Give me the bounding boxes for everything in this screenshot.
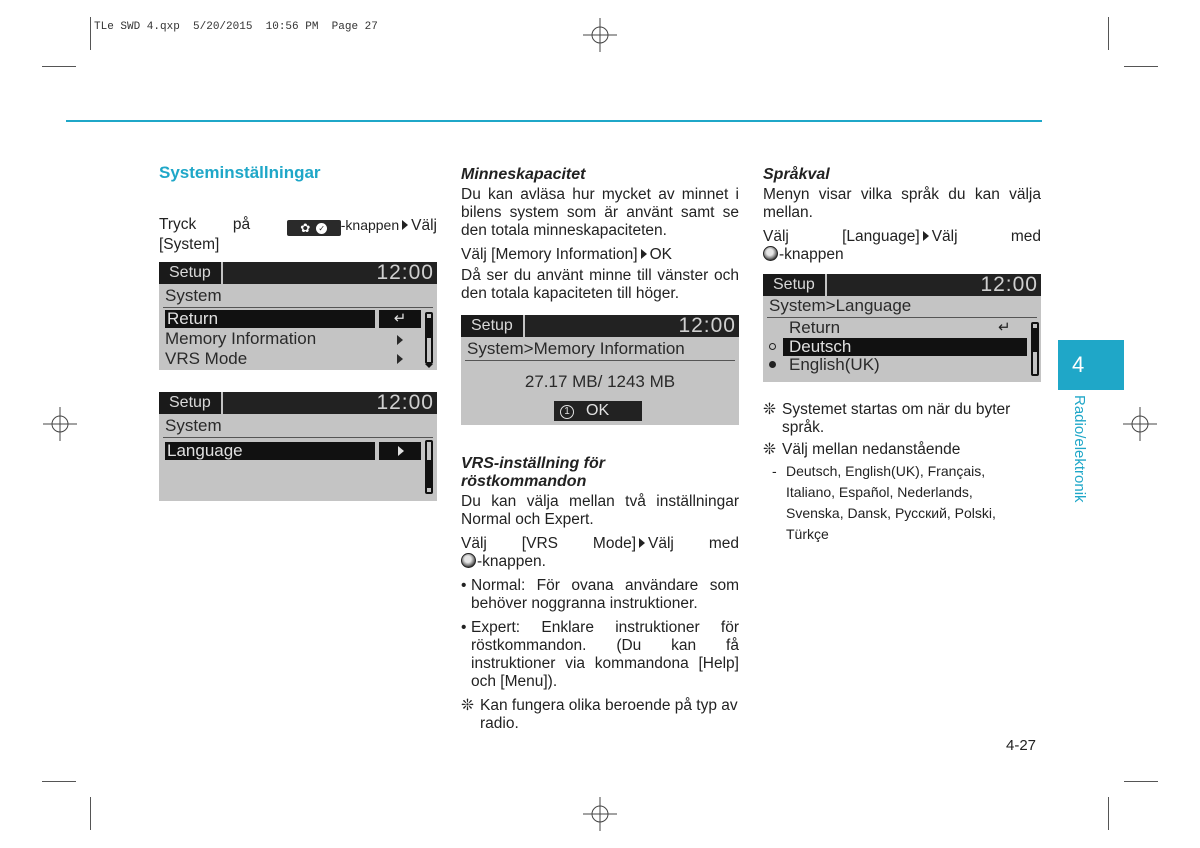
gear-icon: ✿ xyxy=(300,221,311,235)
return-icon: ↵ xyxy=(998,319,1011,336)
lcd-screen-memory-information xyxy=(461,315,739,425)
lcd-path: System xyxy=(165,286,222,305)
note-item: ❊ Kan fungera olika beroende på typ av radio. xyxy=(461,697,738,732)
lcd-path: System>Memory Information xyxy=(467,339,685,358)
lcd-screen-language xyxy=(763,274,1041,382)
subsection-title-language: Språkval xyxy=(763,166,830,183)
knob-icon xyxy=(763,246,778,261)
memory-value: 27.17 MB/ 1243 MB xyxy=(524,372,676,391)
menu-item-return[interactable]: Return xyxy=(789,318,841,337)
scrollbar-thumb[interactable] xyxy=(427,460,431,488)
ok-button[interactable]: 1 OK xyxy=(554,401,642,421)
lcd-header-label: Setup xyxy=(159,392,223,414)
instr-button-text: ✿ ✓ -knappen Välj xyxy=(287,216,437,236)
paragraph: Du kan avläsa hur mycket av minnet i bilens system som är använt samt se den totala minneskapaciteten. xyxy=(461,186,739,239)
chapter-label: Radio/elektronik xyxy=(1071,395,1088,503)
chevron-right-icon xyxy=(398,446,404,456)
menu-item-memory-information[interactable]: Memory Information xyxy=(165,329,317,348)
subsection-title-vrs: VRS-inställning för xyxy=(461,455,605,472)
lcd-path: System>Language xyxy=(769,296,912,315)
bullet-item: • Expert: Enklare instruktioner för röstkommandon. (Du kan få instruktioner via kommandona [Help] och [Menu]). xyxy=(461,619,739,690)
chevron-down-icon: ✓ xyxy=(316,223,327,234)
lcd-clock: 12:00 xyxy=(376,392,434,414)
instruction-line xyxy=(159,216,437,236)
button-number-icon: 1 xyxy=(560,405,574,419)
language-list-line: Deutsch, English(UK), Français, xyxy=(786,463,986,479)
lcd-header xyxy=(159,262,437,284)
subsection-title-vrs-2: röstkommandon xyxy=(461,473,587,490)
lcd-divider xyxy=(465,360,735,361)
crop-mark xyxy=(42,781,76,782)
arrow-right-icon xyxy=(402,220,408,230)
column-system-settings xyxy=(159,164,437,254)
paragraph: Då ser du använt minne till vänster och den totala kapaciteten till höger. xyxy=(461,267,739,302)
lcd-clock: 12:00 xyxy=(376,262,434,284)
note-item: ❊ Välj mellan nedanstående xyxy=(763,441,961,458)
scrollbar-thumb[interactable] xyxy=(1033,328,1037,352)
paragraph: Du kan välja mellan två inställningar Normal och Expert. xyxy=(461,493,739,528)
chevron-right-icon xyxy=(397,335,403,345)
arrow-right-icon xyxy=(639,538,645,548)
paragraph: Välj [Memory Information] OK xyxy=(461,246,672,263)
radio-off-icon xyxy=(769,343,776,350)
registration-mark xyxy=(1123,407,1157,441)
note-icon: ❊ xyxy=(763,401,776,418)
note-icon: ❊ xyxy=(461,697,474,714)
menu-item-vrs-mode[interactable]: VRS Mode xyxy=(165,349,248,368)
setup-button-icon xyxy=(287,220,341,236)
print-slug: TLe SWD 4.qxp 5/20/2015 10:56 PM Page 27 xyxy=(94,21,378,33)
instruction-line-2: -knappen xyxy=(763,246,1041,264)
instruction-line: Välj [Language] Välj med xyxy=(763,228,1041,245)
lcd-header xyxy=(763,274,1041,296)
language-list-line: Italiano, Español, Nederlands, xyxy=(786,484,973,500)
crop-mark xyxy=(42,66,76,67)
knob-icon xyxy=(461,553,476,568)
lcd-header-label: Setup xyxy=(159,262,223,284)
lcd-screen-system-language xyxy=(159,392,437,501)
column-memory-vrs xyxy=(461,166,739,309)
bullet-item: • Normal: För ovana användare som behöver noggranna instruktioner. xyxy=(461,577,739,612)
column-language-notes xyxy=(763,401,1041,545)
lcd-header-label: Setup xyxy=(461,315,525,337)
menu-item-deutsch[interactable]: Deutsch xyxy=(783,338,1027,356)
lcd-screen-system xyxy=(159,262,437,370)
instr-word: på xyxy=(232,216,251,233)
header-rule xyxy=(66,120,1042,122)
language-list: - Deutsch, English(UK), Français, Italiano, Español, Nederlands, Svenska, Dansk, Русский, Polski, Türkçe xyxy=(763,461,1041,545)
paragraph: Menyn visar vilka språk du kan välja mellan. xyxy=(763,186,1041,221)
crop-mark xyxy=(90,797,91,830)
subsection-title-memory: Minneskapacitet xyxy=(461,166,586,183)
scrollbar-thumb[interactable] xyxy=(427,318,431,338)
lcd-divider xyxy=(163,307,433,308)
column-vrs-settings xyxy=(461,455,739,733)
crop-mark xyxy=(1108,17,1109,50)
column-language xyxy=(763,166,1041,270)
arrow-right-icon xyxy=(641,249,647,259)
instr-word: Tryck xyxy=(159,216,197,233)
instruction-line-2: -knappen. xyxy=(461,553,739,571)
language-list-line: Svenska, Dansk, Русский, Polski, xyxy=(786,505,996,521)
registration-mark xyxy=(583,797,617,831)
crop-mark xyxy=(1124,66,1158,67)
lcd-header xyxy=(159,392,437,414)
note-item: ❊ Systemet startas om när du byter språk. xyxy=(763,401,1011,436)
language-list-line: Türkçe xyxy=(786,526,829,542)
radio-on-icon xyxy=(769,361,776,368)
arrow-right-icon xyxy=(923,231,929,241)
registration-mark xyxy=(583,18,617,52)
lcd-clock: 12:00 xyxy=(980,274,1038,296)
crop-mark xyxy=(90,17,91,50)
section-title: Systeminställningar xyxy=(159,163,321,182)
chevron-right-icon xyxy=(397,354,403,364)
instruction-line-2: [System] xyxy=(159,236,220,253)
chapter-tab: 4 xyxy=(1058,340,1124,390)
lcd-header-label: Setup xyxy=(763,274,827,296)
lcd-header xyxy=(461,315,739,337)
return-icon: ↵ xyxy=(379,310,421,328)
crop-mark xyxy=(1108,797,1109,830)
lcd-path: System xyxy=(165,416,222,435)
crop-mark xyxy=(1124,781,1158,782)
page-number: 4-27 xyxy=(1006,737,1037,754)
registration-mark xyxy=(43,407,77,441)
menu-item-return[interactable]: Return xyxy=(165,310,375,328)
lcd-clock: 12:00 xyxy=(678,315,736,337)
lcd-divider xyxy=(163,437,433,438)
note-icon: ❊ xyxy=(763,441,776,458)
instruction-line: Välj [VRS Mode] Välj med xyxy=(461,535,739,552)
menu-item-english-uk[interactable]: English(UK) xyxy=(789,355,880,374)
menu-item-language[interactable]: Language xyxy=(165,442,375,460)
scroll-down-icon xyxy=(425,364,433,368)
